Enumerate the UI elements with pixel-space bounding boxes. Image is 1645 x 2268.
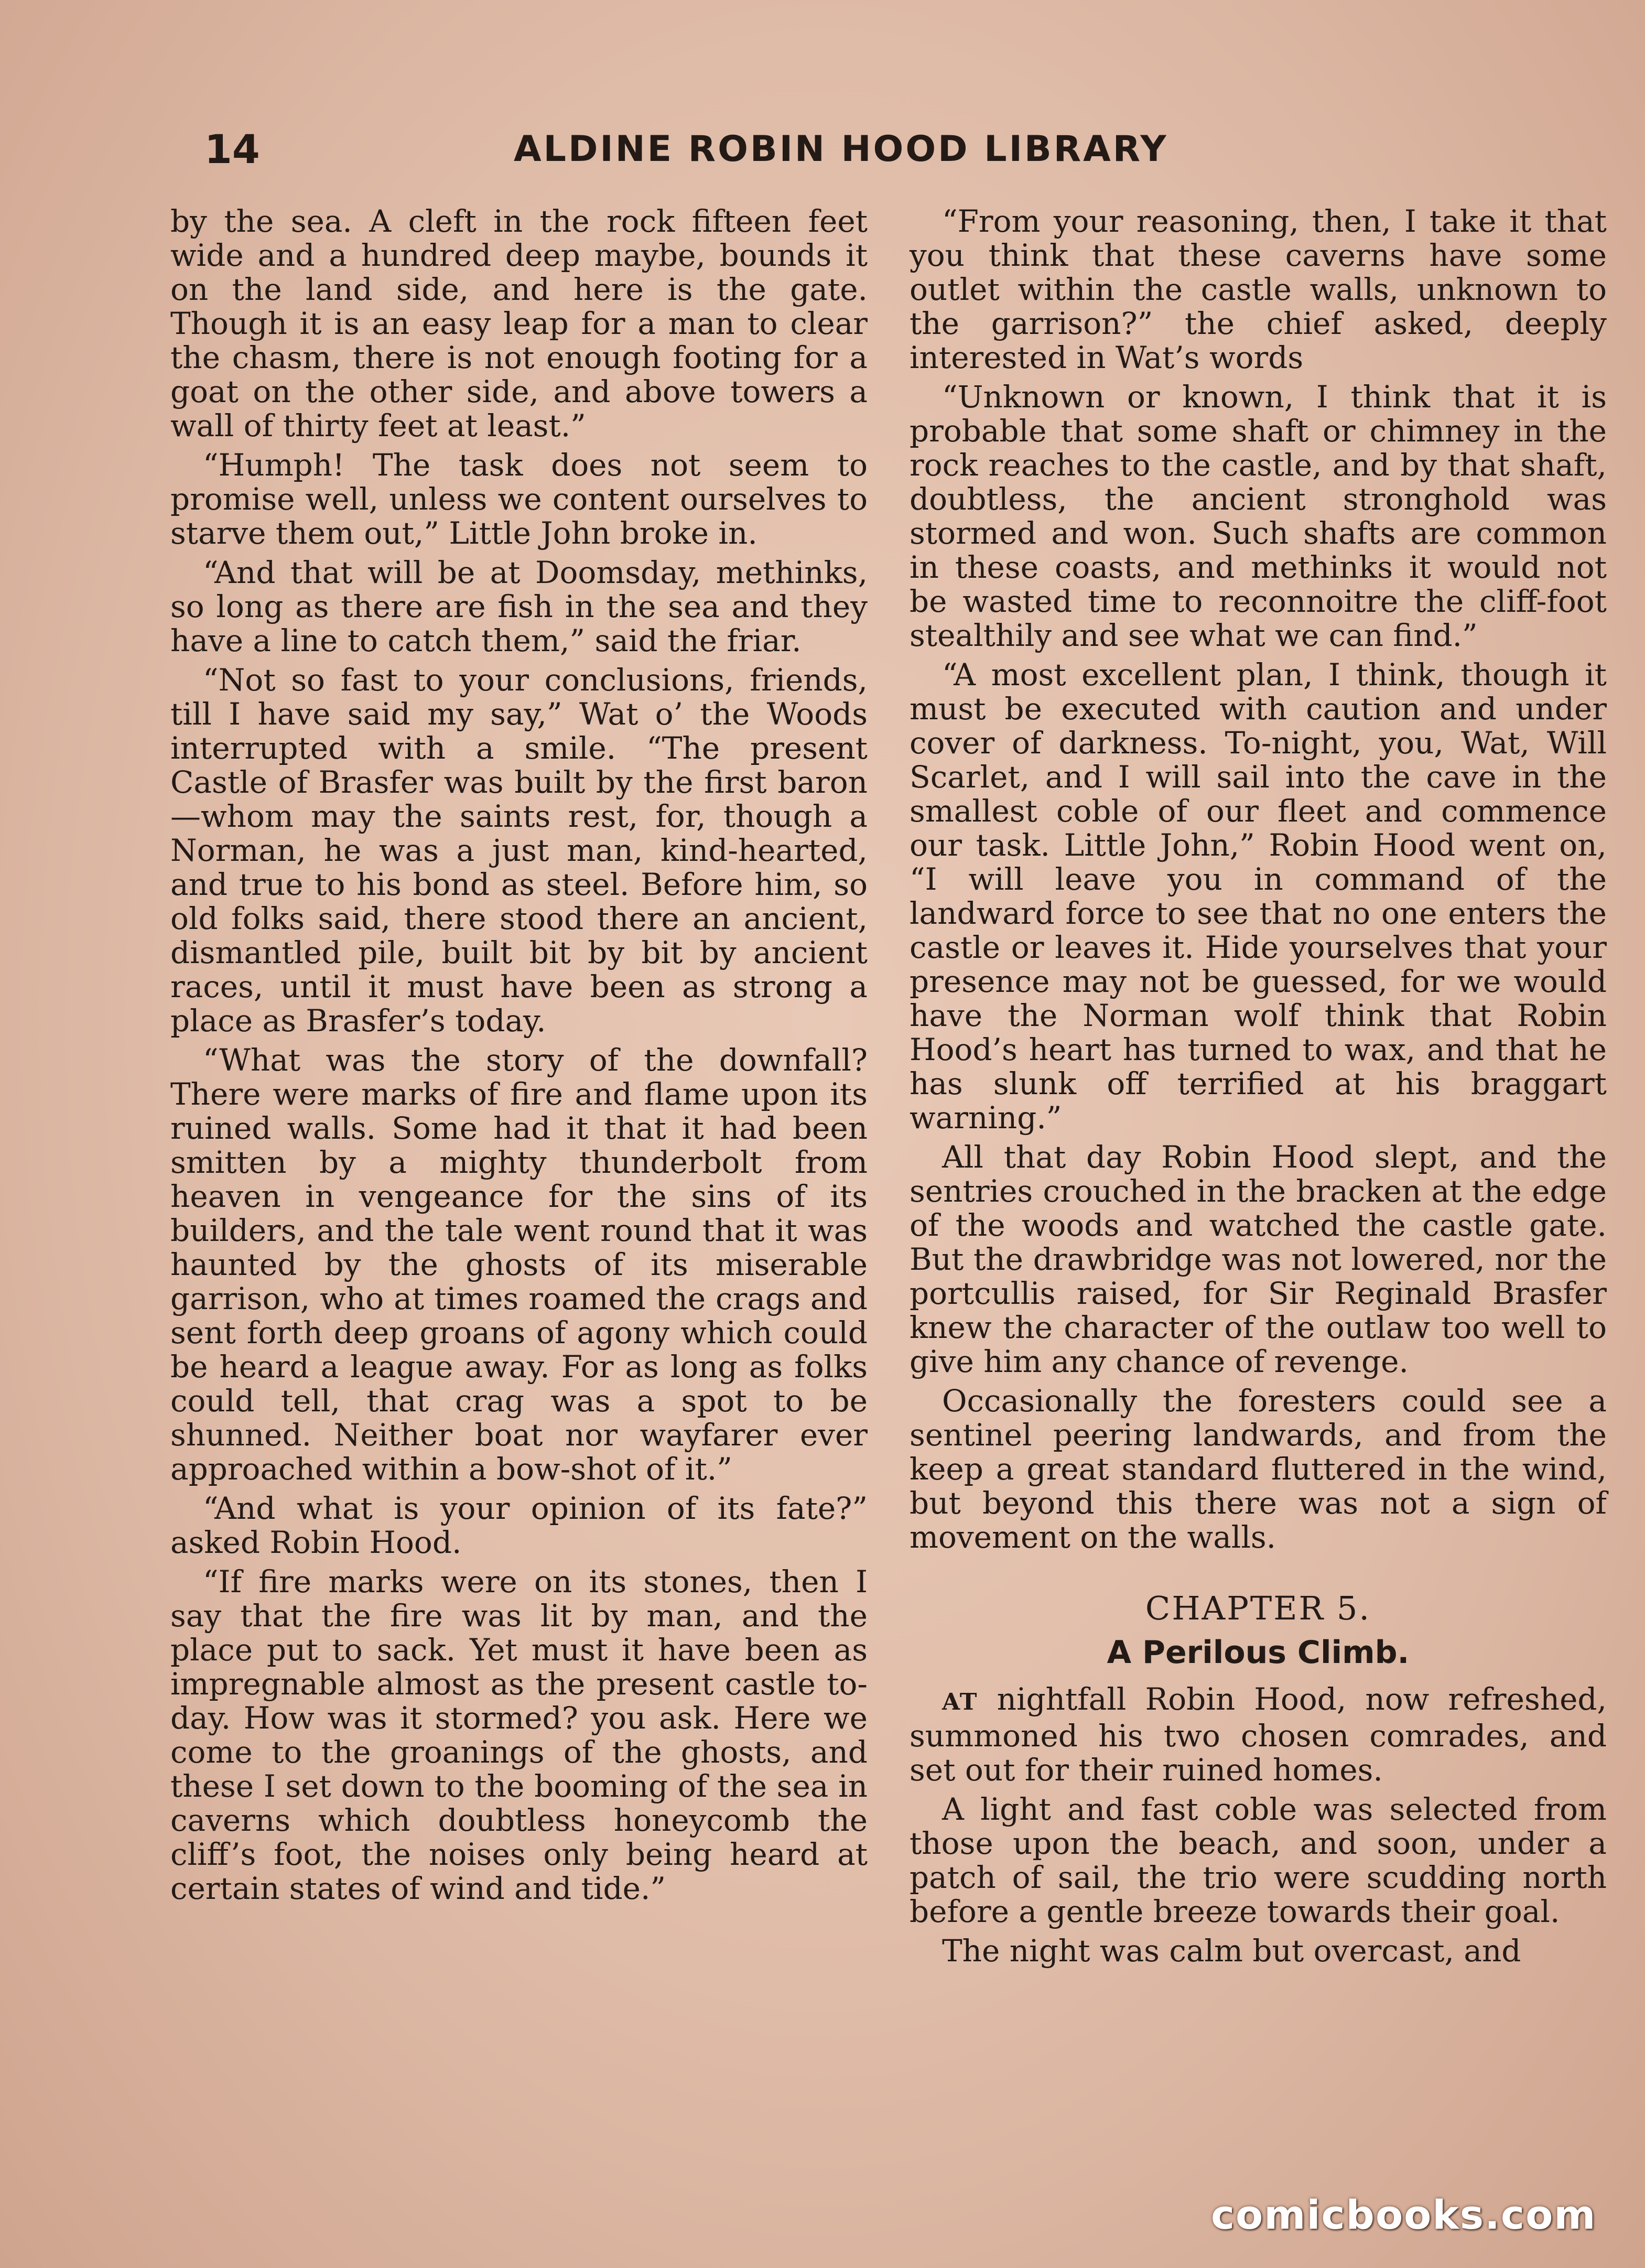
paragraph xyxy=(910,1682,1607,1787)
paragraph: The night was calm but overcast, and xyxy=(942,1933,1521,1969)
page-number: 14 xyxy=(204,126,260,172)
paragraph: “A most excellent plan, I think, though it must be executed with caution and under cover of darkness. To-night, you, Wat, Will Scarlet, and I will sail into the cave in the smallest coble of our fleet and commence our task. Little John,” Robin Hood went on, “I will leave you in command of the landward force to see that no one enters the castle or leaves it. Hide yourselves that your presence may not be guessed, for we would have the Norman wolf think that Robin Hood’s heart has turned to wax, and that he has slunk off terrified at his braggart warning.” xyxy=(910,657,1607,1136)
paragraph: “Humph! The task does not seem to promise well, unless we content ourselves to starve them out,” Little John broke in. xyxy=(170,447,868,551)
paragraph: A light and fast coble was selected from those upon the beach, and soon, under a patch of sail, the trio were scudding north before a gentle breeze towards their goal. xyxy=(910,1791,1607,1929)
chapter-title: A Perilous Climb. xyxy=(1107,1634,1410,1671)
paragraph: “From your reasoning, then, I take it that you think that these caverns have some outlet within the castle walls, unknown to the garrison?” the chief asked, deeply interested in Wat’s words xyxy=(910,203,1607,375)
paragraph-text: nightfall Robin Hood, now refreshed, summoned his two chosen comrades, and set out for their ruined homes. xyxy=(910,1681,1607,1788)
left-column xyxy=(170,204,868,1911)
watermark-logo: comicbooks.com xyxy=(1211,2191,1597,2238)
paragraph: “If fire marks were on its stones, then I say that the fire was lit by man, and the place put to sack. Yet must it have been as impregnable almost as the present castle to-day. How was it stormed? you ask. Here we come to the groanings of the ghosts, and these I set down to the booming of the sea in caverns which doubtless honeycomb the cliff’s foot, the noises only being heard at certain states of wind and tide.” xyxy=(170,1564,868,1906)
paragraph: “What was the story of the downfall? There were marks of fire and flame upon its ruined walls. Some had it that it had been smitten by a mighty thunderbolt from heaven in vengeance for the sins of its builders, and the tale went round that it was haunted by the ghosts of its miserable garrison, who at times roamed the crags and sent forth deep groans of agony which could be heard a league away. For as long as folks could tell, that crag was a spot to be shunned. Neither boat nor wayfarer ever approached within a bow-shot of it.” xyxy=(170,1042,868,1487)
paragraph: All that day Robin Hood slept, and the sentries crouched in the bracken at the edge of the woods and watched the castle gate. But the drawbridge was not lowered, nor the portcullis raised, for Sir Reginald Brasfer knew the character of the outlaw too well to give him any chance of revenge. xyxy=(910,1139,1607,1379)
page-header xyxy=(204,121,1284,178)
right-column xyxy=(910,204,1607,1973)
drop-word: AT xyxy=(942,1689,978,1715)
paragraph: “And that will be at Doomsday, methinks, so long as there are fish in the sea and they have a line to catch them,” said the friar. xyxy=(170,555,868,658)
paragraph: “Unknown or known, I think that it is probable that some shaft or chimney in the rock reaches to the castle, and by that shaft, doubtless, the ancient stronghold was stormed and won. Such shafts are common in these coasts, and methinks it would not be wasted time to reconnoitre the cliff-foot stealthily and see what we can find.” xyxy=(910,379,1607,653)
chapter-heading: CHAPTER 5. xyxy=(1145,1589,1371,1627)
paragraph: Occasionally the foresters could see a sentinel peering landwards, and from the keep a great standard fluttered in the wind, but beyond this there was not a sign of movement on the walls. xyxy=(910,1383,1607,1555)
paragraph: “Not so fast to your conclusions, friends, till I have said my say,” Wat o’ the Woods interrupted with a smile. “The present Castle of Brasfer was built by the first baron—whom may the saints rest, for, though a Norman, he was a just man, kind-hearted, and true to his bond as steel. Before him, so old folks said, there stood there an ancient, dismantled pile, built bit by bit by ancient races, until it must have been as strong a place as Brasfer’s today. xyxy=(170,662,868,1039)
running-title: ALDINE ROBIN HOOD LIBRARY xyxy=(514,128,1168,170)
paragraph: by the sea. A cleft in the rock fifteen feet wide and a hundred deep maybe, bounds it on the land side, and here is the gate. Though it is an easy leap for a man to clear the chasm, there is not enough footing for a goat on the other side, and above towers a wall of thirty feet at least.” xyxy=(170,203,868,444)
paragraph: “And what is your opinion of its fate?” asked Robin Hood. xyxy=(170,1491,868,1560)
